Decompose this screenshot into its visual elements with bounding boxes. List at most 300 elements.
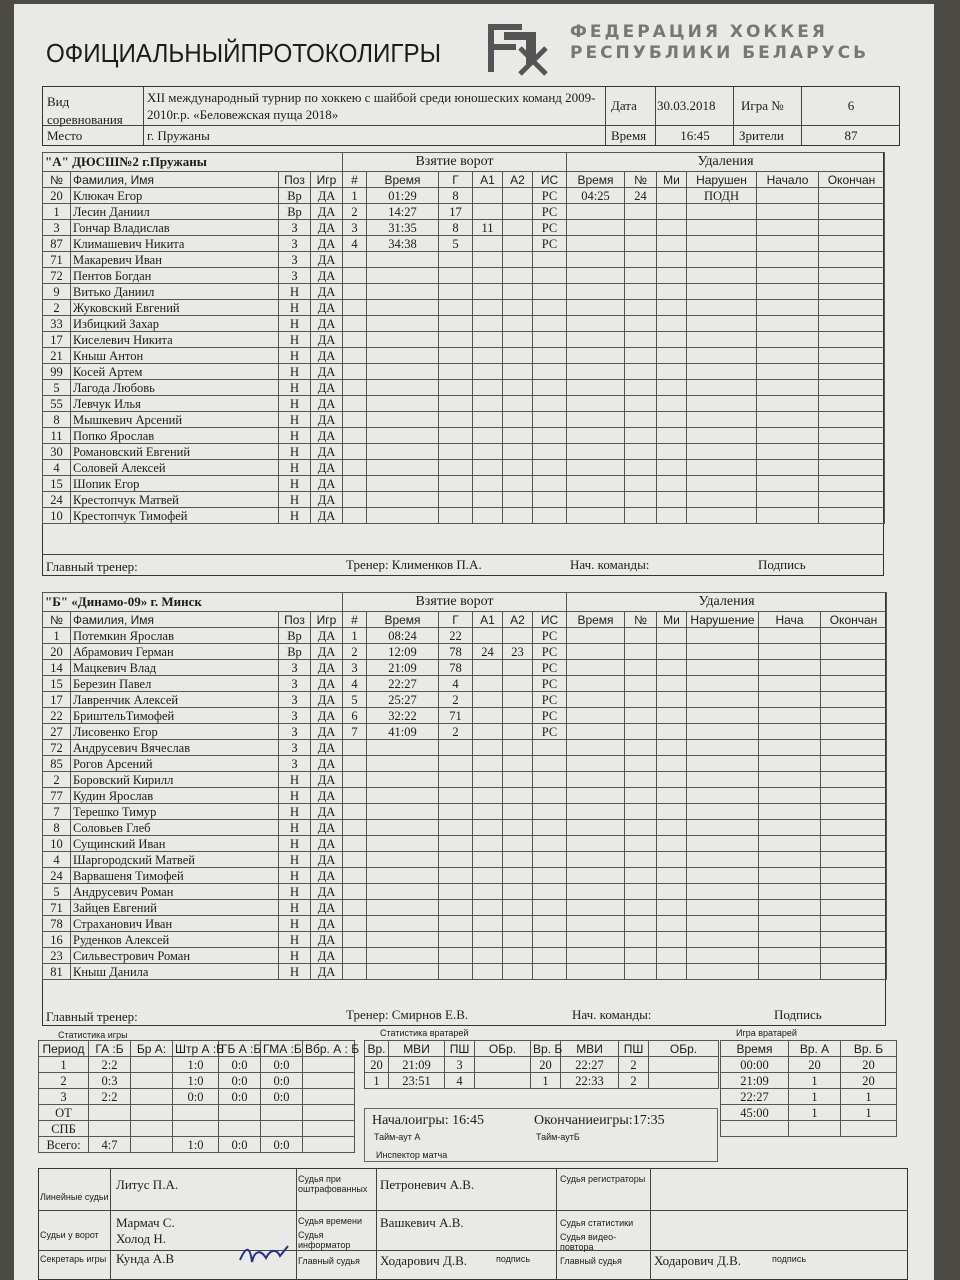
- team-b-goal-cell: 6: [343, 708, 367, 724]
- team-b-penalty-cell: [657, 740, 687, 756]
- game-stats-cell: [173, 1105, 219, 1121]
- team-a-penalty-cell: [625, 252, 657, 268]
- team-a-goal-row: [343, 492, 567, 508]
- team-b-goal-cell: [503, 964, 533, 980]
- team-b-penalty-row: [567, 708, 887, 724]
- team-a-goal-cell: [503, 268, 533, 284]
- team-a-penalty-cell: [687, 332, 757, 348]
- team-b-goal-cell: [503, 724, 533, 740]
- team-a-player-cell: Н: [279, 444, 311, 460]
- team-a-penalty-cell: [757, 508, 819, 524]
- team-a-penalties: [566, 152, 885, 524]
- team-b-goal-cell: 1: [343, 628, 367, 644]
- team-b-player-cell: З: [279, 660, 311, 676]
- team-b-player-row: [43, 900, 343, 916]
- team-a-penalty-cell: [757, 428, 819, 444]
- team-a-goal-row: [343, 396, 567, 412]
- team-b-goals-header: Г: [439, 612, 473, 628]
- team-a-goal-cell: [367, 428, 439, 444]
- main-judge-sign-label: подпись: [496, 1254, 531, 1264]
- team-a-penalty-cell: [819, 316, 885, 332]
- team-b-player-cell: Н: [279, 900, 311, 916]
- team-b-goal-cell: 25:27: [367, 692, 439, 708]
- team-a-penalties-header: Окончан: [819, 172, 885, 188]
- team-a-player-cell: ДА: [311, 396, 343, 412]
- team-b-player-cell: Кудин Ярослав: [71, 788, 279, 804]
- team-b-penalty-cell: [657, 964, 687, 980]
- game-stats-header: ГА :Б: [89, 1041, 131, 1057]
- team-b-player-row: [43, 724, 343, 740]
- team-a-penalty-row: [567, 444, 885, 460]
- team-b-penalty-cell: [657, 916, 687, 932]
- game-stats-cell: 0:0: [261, 1057, 303, 1073]
- team-a-goal-cell: 5: [439, 236, 473, 252]
- goalie-stats-cell: 3: [445, 1057, 475, 1073]
- team-a-player-row: [43, 220, 343, 236]
- team-b-player-cell: Н: [279, 788, 311, 804]
- team-b-penalty-cell: [759, 708, 821, 724]
- game-stats-cell: 0:0: [219, 1089, 261, 1105]
- team-b-goal-cell: [439, 916, 473, 932]
- team-a-roster-header: Игр: [311, 172, 343, 188]
- team-a-goal-row: [343, 188, 567, 204]
- team-b-goal-cell: [533, 964, 567, 980]
- team-b-goal-cell: [473, 676, 503, 692]
- team-b-player-row: [43, 692, 343, 708]
- team-b-goal-cell: [533, 932, 567, 948]
- team-a-penalty-cell: [687, 316, 757, 332]
- linesmen-value: Литус П.А.: [116, 1177, 179, 1192]
- team-b-penalty-cell: [759, 804, 821, 820]
- game-stats-cell: [131, 1121, 173, 1137]
- team-b-penalty-cell: [625, 820, 657, 836]
- team-a-goal-cell: [439, 428, 473, 444]
- team-a-penalty-cell: [757, 236, 819, 252]
- game-stats-cell: [131, 1089, 173, 1105]
- team-b-player-cell: 24: [43, 868, 71, 884]
- team-a-goal-cell: [473, 204, 503, 220]
- main-judge2-value: Ходарович Д.В.: [654, 1253, 742, 1268]
- team-b-penalty-cell: [687, 804, 759, 820]
- team-b-head-coach: Главный тренер:: [46, 1009, 138, 1024]
- team-a-player-row: [43, 380, 343, 396]
- team-b-goal-cell: [503, 868, 533, 884]
- goalie-game-cell: 1: [789, 1073, 841, 1089]
- team-b-penalty-row: [567, 772, 887, 788]
- team-b-player-cell: ДА: [311, 740, 343, 756]
- team-a-head-coach: Главный тренер:: [46, 559, 138, 574]
- team-b-goal-cell: [473, 852, 503, 868]
- team-a-goal-cell: [473, 476, 503, 492]
- team-a-penalty-cell: [657, 476, 687, 492]
- team-a-penalty-cell: [819, 508, 885, 524]
- goalie-stats-cell: [649, 1073, 719, 1089]
- team-b-goal-cell: [343, 804, 367, 820]
- federation-line2: РЕСПУБЛИКИ БЕЛАРУСЬ: [570, 43, 870, 63]
- team-a-goal-cell: [343, 252, 367, 268]
- team-b-penalty-cell: [687, 644, 759, 660]
- team-b-player-cell: Н: [279, 884, 311, 900]
- team-a-player-cell: Н: [279, 316, 311, 332]
- team-b-goal-cell: [473, 820, 503, 836]
- team-b-penalty-cell: [625, 772, 657, 788]
- game-stats-row: [39, 1089, 355, 1105]
- team-a-goal-cell: [367, 508, 439, 524]
- team-a-goal-cell: [367, 476, 439, 492]
- team-b-roster-header: Фамилия, Имя: [71, 612, 279, 628]
- team-a-goal-cell: [367, 316, 439, 332]
- game-stats-row: [39, 1137, 355, 1153]
- team-b-goal-cell: РС: [533, 628, 567, 644]
- team-b-player-cell: З: [279, 740, 311, 756]
- team-a-penalty-cell: [625, 492, 657, 508]
- team-a-goal-cell: [533, 268, 567, 284]
- team-a-player-cell: ДА: [311, 268, 343, 284]
- team-a-goal-cell: 17: [439, 204, 473, 220]
- team-a-goal-cell: [473, 396, 503, 412]
- main-judge-value: Ходарович Д.В.: [380, 1253, 468, 1268]
- team-b-sign: Подпись: [774, 1007, 822, 1022]
- team-a-goal-cell: [533, 508, 567, 524]
- team-a-goal-cell: [503, 332, 533, 348]
- game-stats-cell: 2: [39, 1073, 89, 1089]
- start-time: [372, 1114, 484, 1128]
- team-a-goal-cell: [367, 380, 439, 396]
- team-a-goal-cell: [533, 444, 567, 460]
- team-a-goals: [342, 152, 567, 524]
- team-a-player-cell: Н: [279, 332, 311, 348]
- competition-type-value: XII международный турнир по хоккею с шайбой среди юношеских команд 2009-2010г.р. «Беловежская пуща 2018»: [147, 90, 596, 122]
- team-b-goal-cell: [533, 836, 567, 852]
- team-a-player-row: [43, 492, 343, 508]
- team-b-penalty-cell: [567, 788, 625, 804]
- team-a-goal-row: [343, 444, 567, 460]
- team-a-goal-row: [343, 508, 567, 524]
- team-a-player-cell: Клюкач Егор: [71, 188, 279, 204]
- team-b-goal-cell: [343, 740, 367, 756]
- team-b-penalty-row: [567, 948, 887, 964]
- team-a-penalty-cell: [567, 460, 625, 476]
- game-stats-cell: [303, 1121, 355, 1137]
- game-stats-row: [39, 1057, 355, 1073]
- team-b-goal-cell: [533, 948, 567, 964]
- team-b-goal-cell: [503, 852, 533, 868]
- team-b-penalty-cell: [567, 932, 625, 948]
- spectators-value: 87: [844, 128, 858, 143]
- team-a-penalty-cell: [687, 460, 757, 476]
- team-a-penalty-cell: [757, 284, 819, 300]
- team-a-goal-cell: [533, 284, 567, 300]
- team-a-goal-cell: [343, 428, 367, 444]
- team-a-goal-row: [343, 268, 567, 284]
- team-b-penalty-cell: [657, 868, 687, 884]
- team-b-player-cell: З: [279, 676, 311, 692]
- goalie-stats-cell: 4: [445, 1073, 475, 1089]
- team-b-player-row: [43, 932, 343, 948]
- goalie-game-header: Время: [721, 1041, 789, 1057]
- team-b-penalty-cell: [567, 820, 625, 836]
- game-number-label: Игра №: [741, 98, 784, 113]
- team-a-goal-cell: [503, 492, 533, 508]
- team-b-penalty-cell: [657, 932, 687, 948]
- team-a-player-cell: 99: [43, 364, 71, 380]
- timeout-b: Тайм-аутБ: [536, 1132, 580, 1142]
- team-b-player-cell: ДА: [311, 692, 343, 708]
- team-b-penalty-cell: [657, 772, 687, 788]
- team-a-goals-header: Г: [439, 172, 473, 188]
- team-a-penalty-cell: [687, 428, 757, 444]
- team-b-goal-cell: [503, 756, 533, 772]
- team-a-player-row: [43, 252, 343, 268]
- team-b-penalty-cell: [657, 852, 687, 868]
- team-b-player-cell: Н: [279, 852, 311, 868]
- team-b-goal-row: [343, 788, 567, 804]
- linesmen-label: Линейные судьи: [40, 1192, 109, 1202]
- team-b-penalty-cell: [657, 948, 687, 964]
- game-stats-cell: 1: [39, 1057, 89, 1073]
- team-b-goal-cell: [533, 852, 567, 868]
- team-b-player-row: [43, 868, 343, 884]
- team-a-penalty-row: [567, 220, 885, 236]
- team-a-goal-cell: [439, 460, 473, 476]
- team-a-penalty-cell: [625, 236, 657, 252]
- team-a-goal-cell: [473, 460, 503, 476]
- goalie-stats-cell: 23:51: [389, 1073, 445, 1089]
- team-a-goal-cell: [503, 284, 533, 300]
- team-b-player-cell: 20: [43, 644, 71, 660]
- goalie-stats-cell: 1: [531, 1073, 561, 1089]
- team-a-goal-cell: [533, 428, 567, 444]
- team-a-player-cell: Климашевич Никита: [71, 236, 279, 252]
- team-b-goal-row: [343, 660, 567, 676]
- team-b-penalty-cell: [759, 676, 821, 692]
- team-b-penalty-cell: [567, 852, 625, 868]
- team-b-goal-row: [343, 772, 567, 788]
- team-b-penalty-cell: [625, 692, 657, 708]
- team-b-goal-cell: [439, 788, 473, 804]
- team-b-player-cell: Лисовенко Егор: [71, 724, 279, 740]
- goal-judge-1: Мармач С.: [116, 1215, 175, 1230]
- team-a-player-cell: 8: [43, 412, 71, 428]
- team-a-goal-cell: [533, 252, 567, 268]
- team-b-penalty-cell: [567, 660, 625, 676]
- team-a-goal-cell: [439, 268, 473, 284]
- team-a-player-cell: 30: [43, 444, 71, 460]
- team-b-player-cell: Сущинский Иван: [71, 836, 279, 852]
- team-b-goal-cell: [473, 884, 503, 900]
- team-a-penalty-cell: [567, 380, 625, 396]
- goalie-stats-header: ПШ: [619, 1041, 649, 1057]
- team-a-goal-cell: [343, 476, 367, 492]
- team-a-goal-cell: [473, 348, 503, 364]
- team-b-goal-cell: 2: [439, 692, 473, 708]
- game-stats-cell: [303, 1089, 355, 1105]
- team-b-penalty-row: [567, 852, 887, 868]
- team-b-player-row: [43, 804, 343, 820]
- team-b-player-cell: ДА: [311, 932, 343, 948]
- team-b-goal-cell: [503, 692, 533, 708]
- team-b-penalty-cell: [759, 820, 821, 836]
- team-a-penalty-row: [567, 476, 885, 492]
- team-a-player-cell: Мышкевич Арсений: [71, 412, 279, 428]
- team-b-player-cell: ДА: [311, 756, 343, 772]
- team-b-player-cell: ДА: [311, 900, 343, 916]
- team-b-goal-cell: [367, 884, 439, 900]
- team-a-goal-cell: [473, 236, 503, 252]
- team-b-goal-cell: [439, 868, 473, 884]
- team-a-penalty-cell: [687, 396, 757, 412]
- team-a-penalty-cell: [567, 444, 625, 460]
- team-a-goal-cell: [473, 252, 503, 268]
- team-b-goal-row: [343, 868, 567, 884]
- timekeeper-label: Судья времени: [298, 1216, 362, 1226]
- team-a-player-cell: 1: [43, 204, 71, 220]
- team-a-player-cell: ДА: [311, 428, 343, 444]
- team-a-penalties-title: Удаления: [567, 153, 885, 172]
- team-b-goal-row: [343, 932, 567, 948]
- team-a-goal-cell: 11: [473, 220, 503, 236]
- main-judge-label: Главный судья: [298, 1256, 360, 1266]
- team-a-penalty-cell: [625, 444, 657, 460]
- team-a-goal-cell: РС: [533, 220, 567, 236]
- team-a-penalty-cell: [625, 364, 657, 380]
- team-a-player-cell: Н: [279, 380, 311, 396]
- team-a-goal-cell: [343, 268, 367, 284]
- game-stats-cell: 0:0: [173, 1089, 219, 1105]
- team-b-goal-cell: [503, 628, 533, 644]
- team-a-player-cell: 15: [43, 476, 71, 492]
- team-a-goal-cell: [343, 460, 367, 476]
- team-a-penalty-cell: [819, 476, 885, 492]
- team-b-goal-row: [343, 628, 567, 644]
- game-stats-cell: [89, 1105, 131, 1121]
- team-b-penalty-cell: [821, 804, 887, 820]
- game-stats-cell: [131, 1137, 173, 1153]
- team-b-player-cell: ДА: [311, 868, 343, 884]
- team-b-player-cell: Н: [279, 772, 311, 788]
- team-b-penalty-cell: [657, 884, 687, 900]
- team-a-goal-cell: [503, 300, 533, 316]
- team-a-player-cell: ДА: [311, 380, 343, 396]
- team-b-penalty-cell: [687, 676, 759, 692]
- team-a-penalty-cell: [819, 428, 885, 444]
- team-b-goal-cell: [439, 948, 473, 964]
- team-b-roster-header: №: [43, 612, 71, 628]
- team-a-penalty-row: [567, 268, 885, 284]
- team-b-player-cell: Боровский Кирилл: [71, 772, 279, 788]
- team-b-player-cell: З: [279, 756, 311, 772]
- team-a-goal-cell: 8: [439, 188, 473, 204]
- team-b-goal-cell: 78: [439, 644, 473, 660]
- game-stats-header: Бр А:: [131, 1041, 173, 1057]
- team-a-penalty-cell: [757, 380, 819, 396]
- team-b-penalty-cell: [567, 804, 625, 820]
- team-a-player-cell: 20: [43, 188, 71, 204]
- team-a-penalty-cell: [687, 492, 757, 508]
- spectators-label: Зрители: [739, 128, 784, 143]
- team-b-player-cell: Руденков Алексей: [71, 932, 279, 948]
- team-b-penalty-cell: [567, 644, 625, 660]
- team-b-player-cell: 15: [43, 676, 71, 692]
- team-a-penalty-cell: [625, 268, 657, 284]
- team-a-goal-cell: [503, 396, 533, 412]
- team-b-goal-cell: [533, 740, 567, 756]
- team-a-penalty-cell: [567, 236, 625, 252]
- team-a-goal-cell: [503, 220, 533, 236]
- team-b-penalty-cell: [657, 628, 687, 644]
- team-b-goal-cell: [503, 788, 533, 804]
- team-a-goal-cell: [343, 412, 367, 428]
- team-b-penalty-cell: [687, 692, 759, 708]
- team-b-goal-cell: [367, 964, 439, 980]
- team-b-player-cell: Лавренчик Алексей: [71, 692, 279, 708]
- team-a-penalty-cell: [625, 332, 657, 348]
- team-b-penalty-cell: [625, 868, 657, 884]
- team-b-player-cell: ДА: [311, 820, 343, 836]
- team-a-player-cell: Лагода Любовь: [71, 380, 279, 396]
- team-b-goal-cell: [473, 948, 503, 964]
- team-b-goal-cell: [439, 964, 473, 980]
- team-a-goal-cell: [503, 204, 533, 220]
- team-b-goal-cell: [343, 932, 367, 948]
- team-a-penalty-row: [567, 332, 885, 348]
- team-a-penalty-cell: [757, 444, 819, 460]
- team-a-penalty-cell: [687, 476, 757, 492]
- team-b-player-cell: Мацкевич Влад: [71, 660, 279, 676]
- team-a-goal-cell: [439, 444, 473, 460]
- team-a-player-cell: Н: [279, 428, 311, 444]
- place-value: г. Пружаны: [147, 128, 210, 143]
- team-a-player-cell: 55: [43, 396, 71, 412]
- team-a-player-cell: 5: [43, 380, 71, 396]
- team-a-goal-row: [343, 348, 567, 364]
- team-a-goal-cell: [473, 412, 503, 428]
- team-a-penalty-cell: [657, 284, 687, 300]
- goalie-game-cell: 1: [789, 1089, 841, 1105]
- team-a-penalty-cell: [567, 348, 625, 364]
- team-a-player-cell: Н: [279, 348, 311, 364]
- team-a-penalty-cell: [819, 236, 885, 252]
- team-a-goal-cell: [343, 492, 367, 508]
- team-a-goal-row: [343, 316, 567, 332]
- team-a-goal-cell: [367, 492, 439, 508]
- team-a-penalty-row: [567, 396, 885, 412]
- goalie-game-header: Вр. Б: [841, 1041, 897, 1057]
- team-b-player-cell: Андрусевич Роман: [71, 884, 279, 900]
- game-stats-cell: 4:7: [89, 1137, 131, 1153]
- team-a-player-cell: ДА: [311, 476, 343, 492]
- team-a-goal-cell: [473, 284, 503, 300]
- team-a-penalty-cell: [657, 396, 687, 412]
- team-b-penalties-header: Нарушение: [687, 612, 759, 628]
- team-a-player-cell: 87: [43, 236, 71, 252]
- team-b-penalty-cell: [687, 708, 759, 724]
- team-b-player-cell: 78: [43, 916, 71, 932]
- team-a-goal-row: [343, 412, 567, 428]
- end-time-label: Окончаниеигры:: [534, 1113, 633, 1128]
- team-a-goal-cell: [439, 316, 473, 332]
- team-a-goal-row: [343, 428, 567, 444]
- team-a-goal-cell: [473, 492, 503, 508]
- team-a-player-cell: 2: [43, 300, 71, 316]
- team-b-penalty-row: [567, 788, 887, 804]
- team-b-penalty-cell: [759, 964, 821, 980]
- team-a-goal-cell: [533, 476, 567, 492]
- goalie-game-cell: 20: [841, 1057, 897, 1073]
- goalie-stats-title: Статистика вратарей: [380, 1028, 469, 1038]
- team-a-player-cell: ДА: [311, 236, 343, 252]
- team-b-goal-cell: 5: [343, 692, 367, 708]
